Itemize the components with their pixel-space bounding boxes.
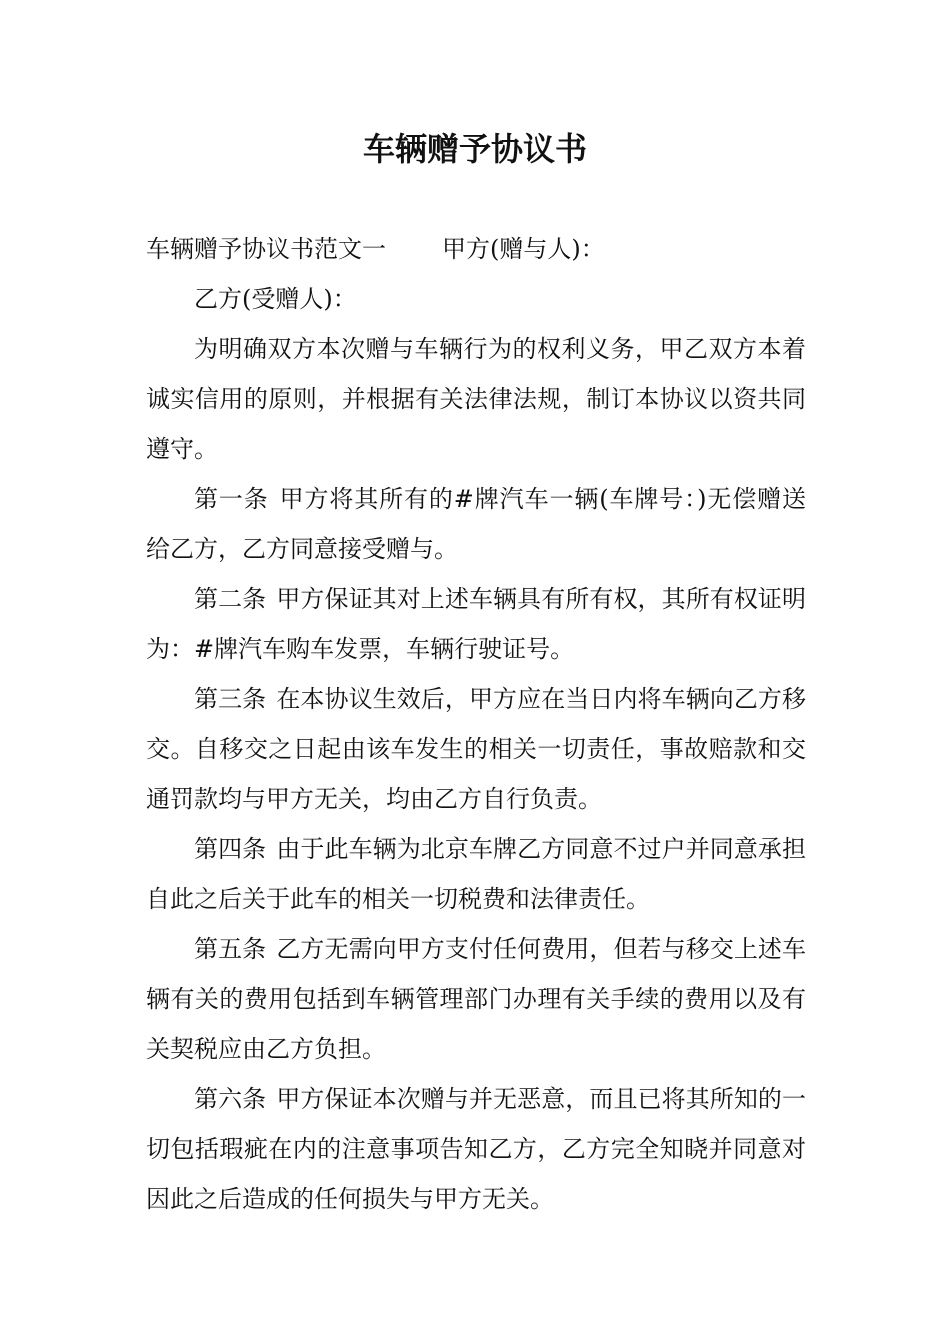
article-label: 第六条 [194, 1085, 267, 1113]
article-text: 在本协议生效后，甲方应在当日内将车辆向乙方移交。自移交之日起由该车发生的相关一切责任，事故赔款和交通罚款均与甲方无关，均由乙方自行负责。 [146, 685, 807, 813]
article-text: 甲方保证本次赠与并无恶意，而且已将其所知的一切包括瑕疵在内的注意事项告知乙方，乙方完全知晓并同意对因此之后造成的任何损失与甲方无关。 [146, 1085, 807, 1213]
article-text: 由于此车辆为北京车牌乙方同意不过户并同意承担自此之后关于此车的相关一切税费和法律责任。 [146, 835, 807, 913]
article-label: 第三条 [194, 685, 267, 713]
article-text: 甲方将其所有的#牌汽车一辆(车牌号：)无偿赠送给乙方，乙方同意接受赠与。 [146, 485, 806, 563]
article-label: 第一条 [194, 485, 269, 513]
party-b-line: 乙方(受赠人)： [194, 285, 357, 313]
article-text: 乙方无需向甲方支付任何费用，但若与移交上述车辆有关的费用包括到车辆管理部门办理有关手续的费用以及有关契税应由乙方负担。 [146, 935, 807, 1063]
article-label: 第五条 [194, 935, 267, 963]
article-2 [146, 574, 806, 674]
article-1 [146, 474, 806, 574]
intro-line [146, 224, 806, 274]
party-a-label: 甲方(赠与人)： [442, 235, 605, 263]
article-label: 第二条 [194, 585, 267, 613]
article-6 [146, 1074, 806, 1224]
document-body [146, 224, 806, 1224]
article-5 [146, 924, 806, 1074]
preamble-paragraph: 为明确双方本次赠与车辆行为的权利义务，甲乙双方本着诚实信用的原则，并根据有关法律法规，制订本协议以资共同遵守。 [146, 335, 806, 463]
article-text: 甲方保证其对上述车辆具有所有权，其所有权证明为：#牌汽车购车发票，车辆行驶证号。 [146, 585, 807, 663]
sample-heading: 车辆赠予协议书范文一 [146, 235, 386, 263]
article-label: 第四条 [194, 835, 267, 863]
article-3 [146, 674, 806, 824]
document-title: 车辆赠予协议书 [362, 130, 587, 168]
article-4 [146, 824, 806, 924]
